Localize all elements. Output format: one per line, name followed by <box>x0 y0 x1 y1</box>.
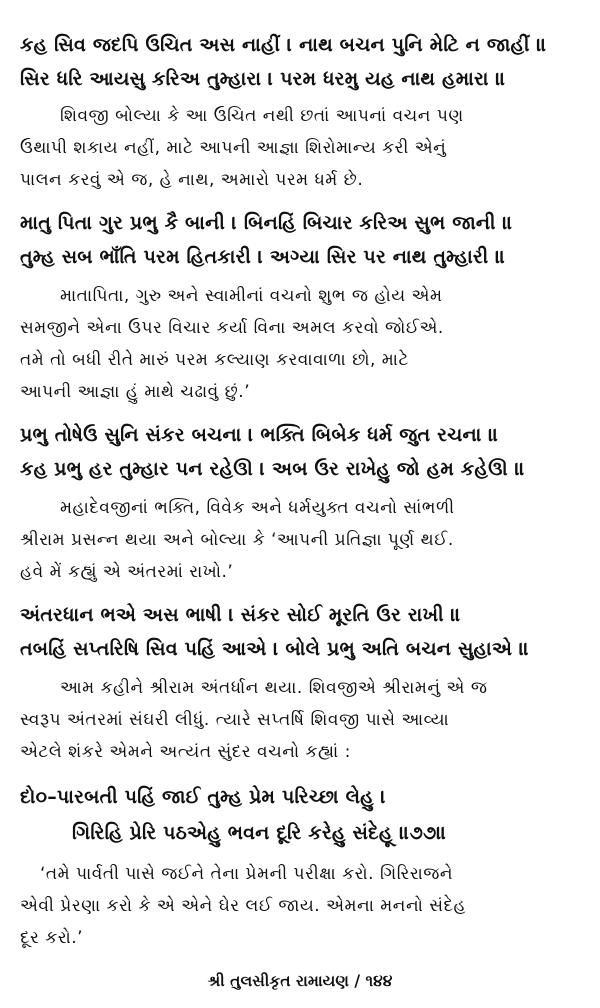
prose-line: તમે તો બધી રીતે મારું પરમ કલ્યાણ કરવાવાળા છો, માટે <box>20 350 409 370</box>
prose-line: મહાદેવજીનાં ભક્તિ, વિવેક અને ધર્મયુક્ત વચનો સાંભળી <box>60 498 455 518</box>
prose-line: દૂર કરો.’ <box>20 928 84 948</box>
prose-line: હવે મેં કહ્યું એ અંતરમાં રાખો.’ <box>20 562 234 582</box>
prose-line: માતાપિતા, ગુરુ અને સ્વામીનાં વચનો શુભ જ હોય એમ <box>60 286 443 306</box>
verse-line: તબહિં સપ્તરિષિ સિવ પહિં આએ । બોલે પ્રભુ અતિ બચન સુહાએ ॥ <box>20 638 530 660</box>
prose-line: આપની આજ્ઞા હું માથે ચઢાવું છું.’ <box>20 382 251 402</box>
prose-line: ‘તમે પાર્વતી પાસે જઈને તેના પ્રેમની પરીક્ષા કરો. ગિરિરાજને <box>40 864 454 884</box>
prose-line: સ્વરૂપ અંતરમાં સંઘરી લીધું. ત્યારે સપ્તર્ષિ શિવજી પાસે આવ્યા <box>20 710 450 730</box>
prose-line: શ્રીરામ પ્રસન્ન થયા અને બોલ્યા કે ‘આપની પ્રતિજ્ઞા પૂર્ણ થઈ. <box>20 530 454 550</box>
verse-line: અંતરધાન ભએ અસ ભાષી । સંકર સોઈ મૂરતિ ઉર રાખી ॥ <box>20 604 461 626</box>
prose-line: એવી પ્રેરણા કરો કે એ એને ઘેર લઈ જાય. એમના મનનો સંદેહ <box>20 896 467 916</box>
prose-line: શિવજી બોલ્યા કે આ ઉચિત નથી છતાં આપનાં વચન પણ <box>60 106 464 126</box>
page-footer: શ્રી તુલસીકૃત રામાયણ / ૧૪૪ <box>207 972 393 990</box>
prose-line: સમજીને એના ઉપર વિચાર કર્યા વિના અમલ કરવો જોઈએ. <box>20 318 444 338</box>
verse-line: સિર ધરિ આયસુ કરિઅ તુમ્હારા । પરમ ધરમુ યહ નાથ હમારા ॥ <box>20 68 506 90</box>
doha-line: ગિરિહિ પ્રેરિ પઠએહુ ભવન દૂરિ કરેહુ સંદેહૂ ॥૭૭॥ <box>72 822 447 844</box>
verse-line: માતુ પિતા ગુર પ્રભુ કૈ બાની । બિનહિં બિચાર કરિઅ સુભ જાની ॥ <box>20 212 513 234</box>
verse-line: પ્રભુ તોષેઉ સુનિ સંકર બચના । ભક્તિ બિબેક ધર્મ જુત રચના ॥ <box>20 424 499 446</box>
prose-line: એટલે શંકરે એમને અત્યંત સુંદર વચનો કહ્યાં : <box>20 742 351 762</box>
prose-line: ઉથાપી શકાય નહીં, માટે આપની આજ્ઞા શિરોમાન્ય કરી એનું <box>20 138 447 158</box>
verse-line: કહ પ્રભુ હર તુમ્હાર પન રહેઊ । અબ ઉર રાખેહુ જો હમ કહેઊ ॥ <box>20 458 526 480</box>
prose-line: પાલન કરવું એ જ, હે નાથ, અમારો પરમ ધર્મ છે. <box>20 170 364 190</box>
verse-line: તુમ્હ સબ ભાઁતિ પરમ હિતકારી । અગ્યા સિર પર નાથ તુમ્હારી ॥ <box>20 246 506 268</box>
verse-line: કહ સિવ જદપિ ઉચિત અસ નાહીં । નાથ બચન પુનિ મેટિ ન જાહીં ॥ <box>20 34 547 56</box>
prose-line: આમ કહીને શ્રીરામ અંતર્ધાન થયા. શિવજીએ શ્રીરામનું એ જ <box>60 678 488 698</box>
doha-line: દો૦–પારબતી પહિં જાઈ તુમ્હ પ્રેમ પરિચ્છા લેહુ । <box>20 786 386 808</box>
